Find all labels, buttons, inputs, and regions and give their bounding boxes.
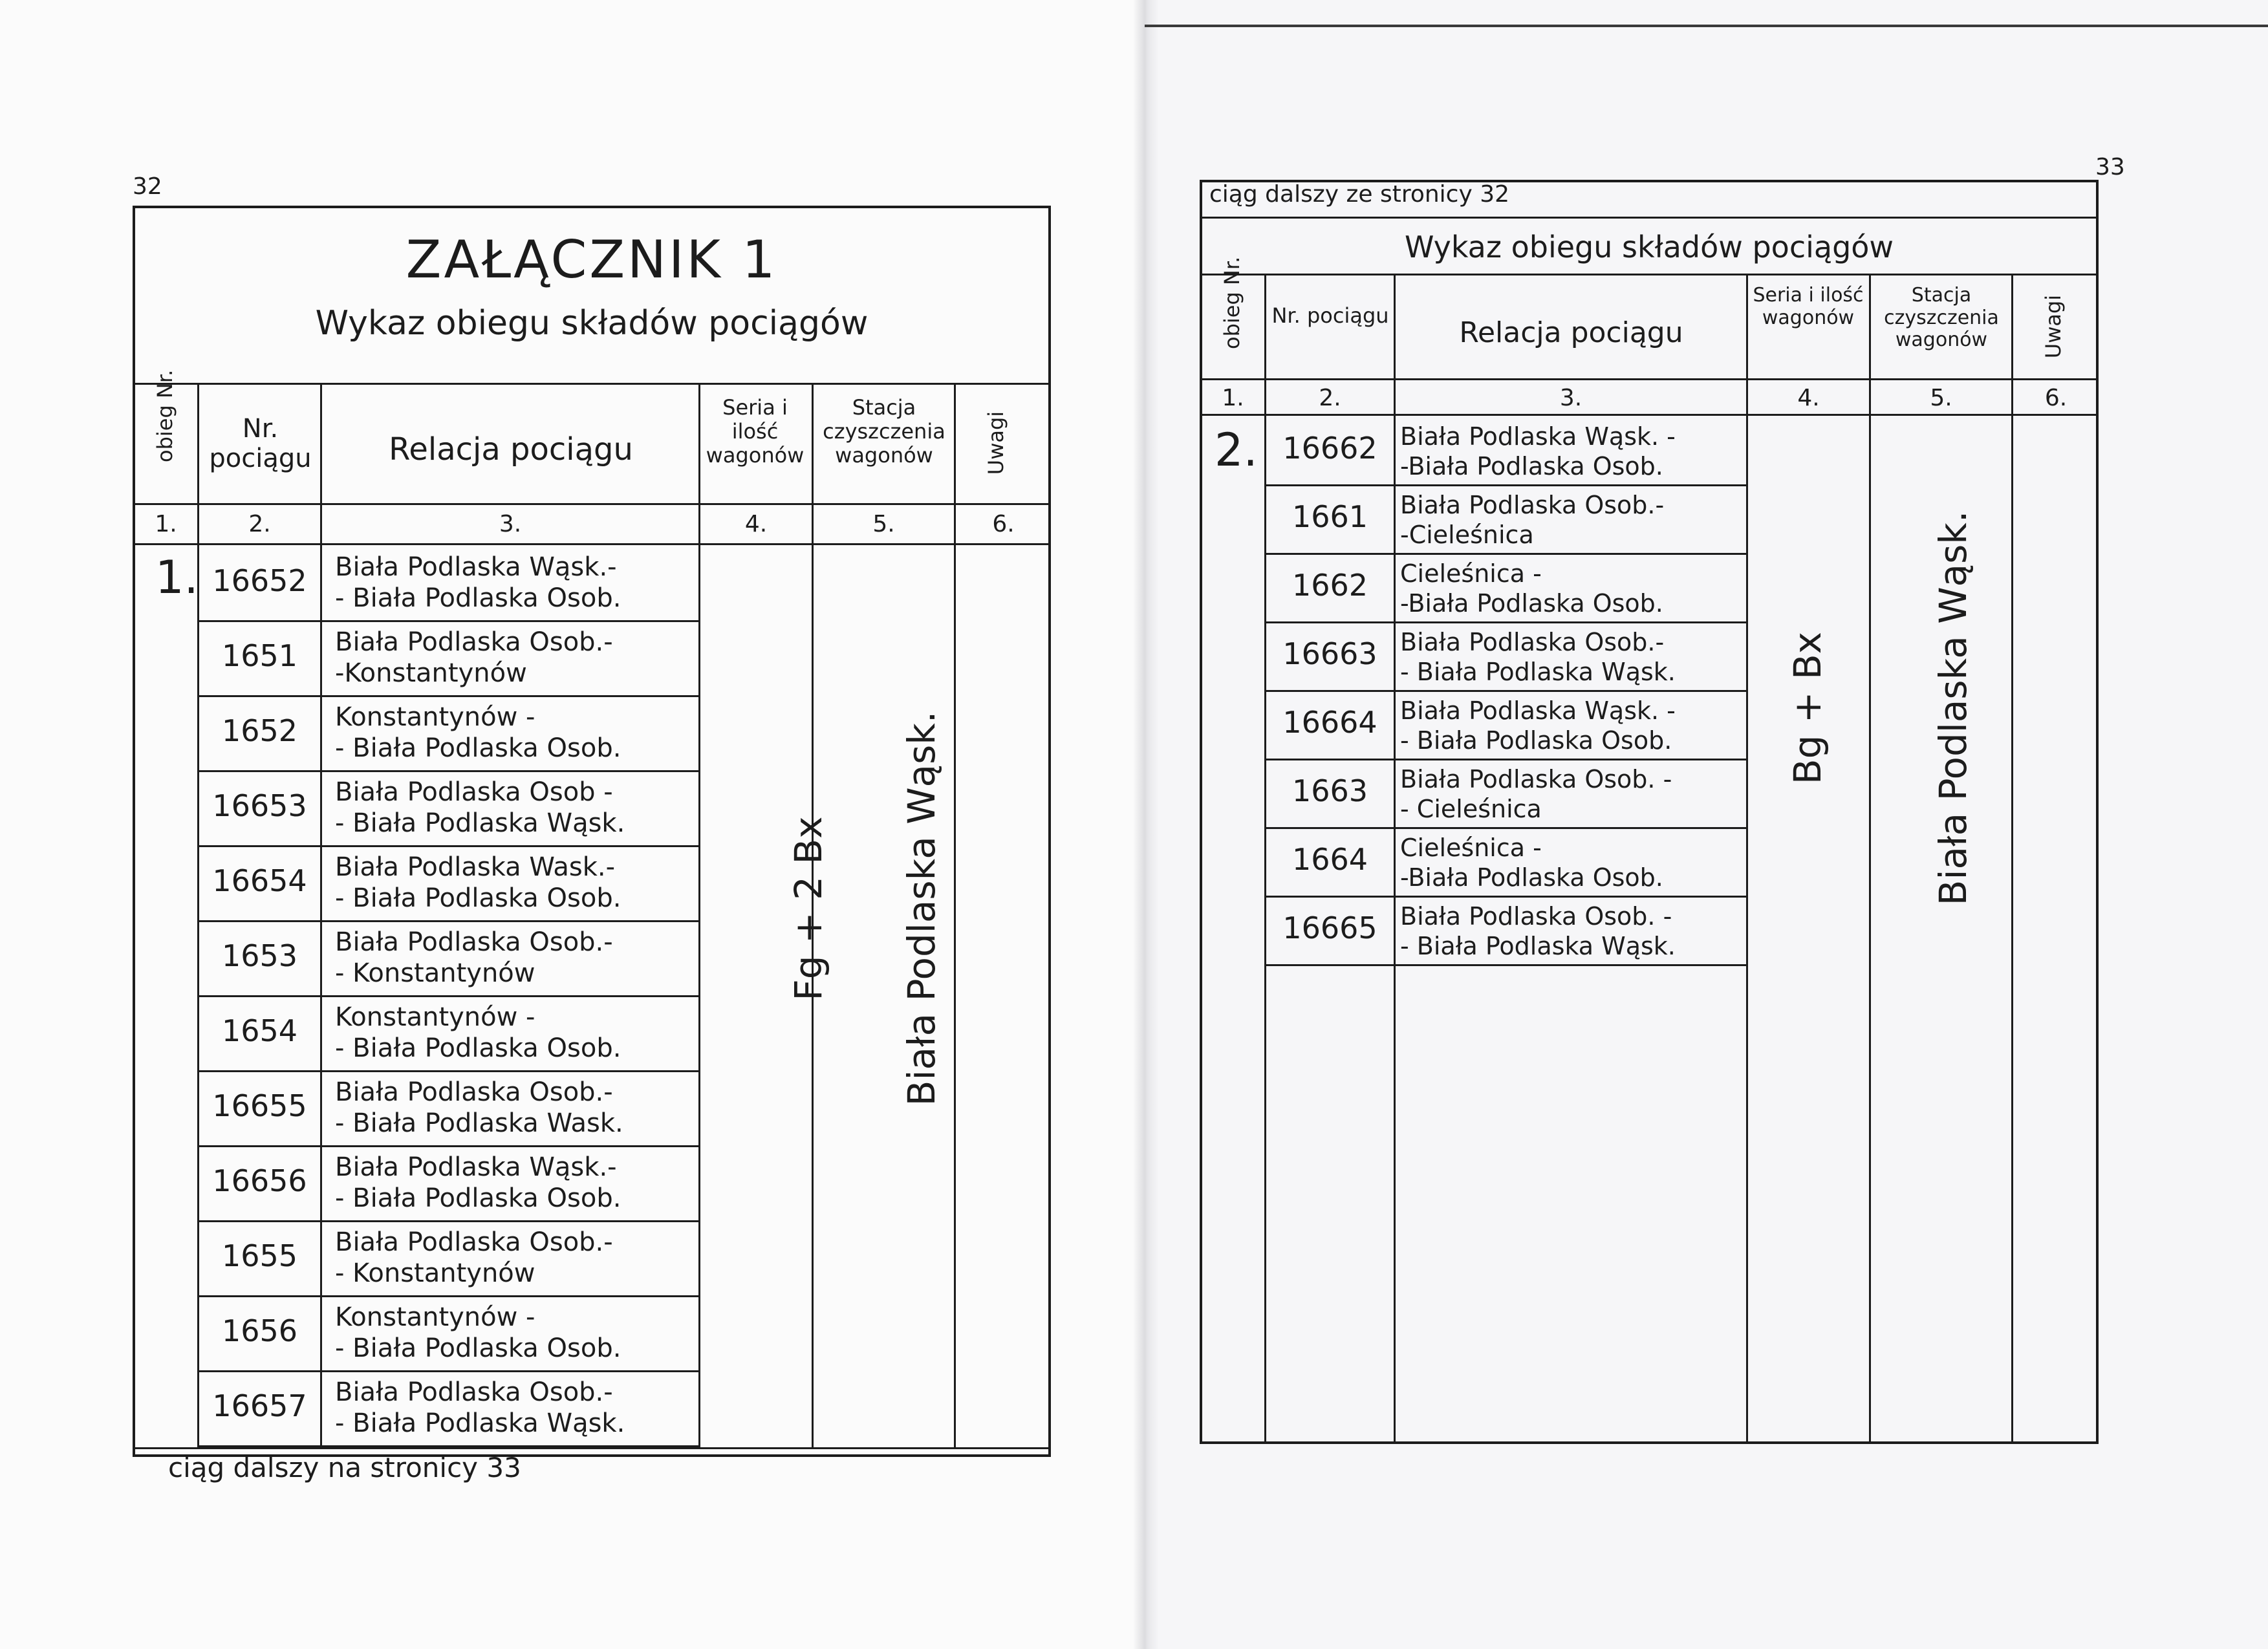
route-line: Biała Podlaska Osob.- (335, 1077, 613, 1107)
col-number: 1. (155, 511, 177, 537)
route-line: Biała Podlaska Osob. - (1400, 765, 1672, 793)
train-number: 16652 (212, 563, 307, 598)
train-route (335, 702, 621, 764)
train-number: 1652 (221, 713, 298, 748)
train-number: 1656 (221, 1313, 298, 1348)
train-number: 16663 (1282, 636, 1377, 671)
route-line: - Biała Podlaska Osob. (335, 583, 621, 613)
row-divider (197, 1370, 698, 1372)
train-number: 1664 (1291, 842, 1368, 877)
seria-value: Fg + 2 Bx (786, 816, 830, 1001)
train-route (335, 1077, 623, 1139)
route-line: - Biała Podlaska Wąsk. (1400, 931, 1676, 960)
train-route (1400, 834, 1663, 892)
route-line: Biała Podlaska Wąsk.- (335, 1152, 617, 1182)
row-divider (197, 1070, 698, 1072)
obieg-number: 1. (155, 551, 199, 604)
train-route (335, 1377, 625, 1439)
route-line: - Biała Podlaska Osob. (335, 1183, 621, 1213)
row-divider (197, 770, 698, 772)
row-divider (197, 845, 698, 847)
route-line: - Biała Podlaska Wąsk. (335, 808, 625, 838)
row-divider (197, 1445, 698, 1447)
row-divider (197, 1220, 698, 1222)
col-number: 1. (1222, 385, 1244, 411)
col-number: 6. (992, 511, 1015, 537)
col-divider (2011, 274, 2013, 1444)
page-number: 32 (133, 173, 162, 200)
header-uwagi: Uwagi (984, 411, 1008, 475)
page-title: ZAŁĄCZNIK 1 (405, 230, 778, 290)
route-line: Biała Podlaska Osob.- (335, 1377, 613, 1407)
route-line: Biała Podlaska Osob.- (1400, 491, 1665, 519)
train-route (1400, 696, 1676, 755)
row-divider (1264, 896, 1746, 898)
train-number: 16656 (212, 1163, 307, 1198)
train-route (1400, 422, 1676, 481)
row-divider (197, 620, 698, 622)
route-line: - Biała Podlaska Wąsk. (1400, 657, 1676, 686)
route-line: -Biała Podlaska Osob. (1400, 451, 1663, 480)
route-line: Biała Podlaska Wąsk.- (335, 552, 617, 582)
train-route (335, 552, 621, 614)
row-divider (1264, 553, 1746, 555)
train-number: 16662 (1282, 431, 1377, 466)
col-divider (1394, 274, 1396, 1444)
continued-from-note: ciąg dalszy ze stronicy 32 (1209, 181, 1510, 208)
col-number: 4. (1797, 385, 1820, 411)
train-number: 1653 (221, 938, 298, 973)
row-divider (1264, 964, 1746, 966)
train-route (335, 777, 625, 839)
train-number: 1655 (221, 1238, 298, 1273)
route-line: Biała Podlaska Wask.- (335, 852, 616, 882)
route-line: - Biała Podlaska Wąsk. (335, 1408, 625, 1438)
row-divider (197, 995, 698, 997)
train-route (335, 1152, 621, 1214)
row-divider (197, 1295, 698, 1297)
row-divider (1264, 827, 1746, 829)
train-number: 16653 (212, 788, 307, 823)
note-line (1200, 217, 2099, 219)
route-line: Konstantynów - (335, 702, 535, 732)
header-stacja: Stacja czyszczenia wagonów (823, 395, 945, 468)
train-route (1400, 559, 1663, 618)
train-number: 16665 (1282, 911, 1377, 945)
train-route (1400, 628, 1676, 687)
header-obieg (152, 424, 178, 462)
route-line: Biała Podlaska Osob.- (335, 1227, 613, 1257)
table-title: Wykaz obiegu składów pociągów (315, 304, 869, 343)
obieg-number: 2. (1215, 424, 1258, 477)
route-line: Biała Podlaska Osob. - (1400, 902, 1672, 931)
train-number: 16654 (212, 863, 307, 898)
route-line: Biała Podlaska Osob.- (335, 627, 613, 657)
header-bottom-line (1200, 378, 2099, 380)
header-seria: Seria i ilość wagonów (1753, 284, 1864, 329)
col-numbers-line (1200, 414, 2099, 416)
col-divider (197, 383, 199, 1447)
route-line: Biała Podlaska Wąsk. - (1400, 696, 1676, 725)
row-divider (1264, 484, 1746, 486)
row-divider (1264, 759, 1746, 760)
header-relacja: Relacja pociągu (389, 431, 633, 468)
route-line: - Cieleśnica (1400, 794, 1542, 823)
route-line: - Biała Podlaska Osob. (335, 733, 621, 763)
header-nr: Nr. pociągu (209, 414, 312, 473)
route-line: -Konstantynów (335, 658, 527, 688)
header-bottom-line (133, 503, 1051, 505)
train-route (335, 1302, 621, 1364)
header-top-line (133, 383, 1051, 385)
header-top-line (1200, 274, 2099, 275)
train-route (335, 1002, 621, 1064)
table-end-line (133, 1447, 1051, 1449)
route-line: - Biała Podlaska Osob. (335, 883, 621, 913)
book-fold (1133, 0, 1159, 1649)
col-number: 3. (1559, 385, 1582, 411)
route-line: - Biała Podlaska Osob. (335, 1333, 621, 1363)
route-line: -Biała Podlaska Osob. (1400, 588, 1663, 618)
train-number: 1663 (1291, 773, 1368, 808)
table-title: Wykaz obiegu składów pociągów (1404, 230, 1894, 264)
route-line: - Konstantynów (335, 958, 535, 988)
route-line: Biała Podlaska Osob - (335, 777, 613, 807)
train-number: 1662 (1291, 568, 1368, 603)
col-divider (954, 383, 956, 1447)
col-numbers-line (133, 543, 1051, 545)
train-route (335, 927, 613, 989)
train-route (1400, 765, 1672, 824)
train-route (335, 1227, 613, 1289)
col-divider (1869, 274, 1871, 1444)
train-number: 1651 (221, 638, 298, 673)
route-line: - Biała Podlaska Wask. (335, 1108, 623, 1138)
col-number: 5. (872, 511, 895, 537)
col-number: 2. (248, 511, 271, 537)
row-divider (1264, 621, 1746, 623)
col-number: 6. (2044, 385, 2068, 411)
train-route (1400, 902, 1676, 961)
train-number: 1654 (221, 1013, 298, 1048)
col-divider (320, 383, 322, 1447)
route-line: Konstantynów - (335, 1002, 535, 1032)
stacja-value: Biała Podlaska Wąsk. (900, 711, 944, 1106)
route-line: Cieleśnica - (1400, 559, 1542, 588)
route-line: Biała Podlaska Wąsk. - (1400, 422, 1676, 451)
col-number: 5. (1930, 385, 1952, 411)
header-nr: Nr. pociągu (1271, 303, 1389, 328)
route-line: Biała Podlaska Osob.- (335, 927, 613, 957)
col-divider (1746, 274, 1748, 1444)
train-number: 16655 (212, 1088, 307, 1123)
train-route (335, 627, 613, 689)
stacja-value: Biała Podlaska Wąsk. (1931, 510, 1975, 906)
header-obieg (1219, 304, 1245, 349)
train-number: 16657 (212, 1388, 307, 1423)
col-number: 2. (1319, 385, 1341, 411)
seria-value: Bg + Bx (1786, 631, 1830, 785)
continued-note: ciąg dalszy na stronicy 33 (168, 1452, 521, 1483)
route-line: Biała Podlaska Osob.- (1400, 628, 1665, 656)
route-line: Konstantynów - (335, 1302, 535, 1332)
row-divider (197, 695, 698, 697)
route-line: -Cieleśnica (1400, 520, 1534, 549)
train-number: 16664 (1282, 705, 1377, 740)
col-number: 4. (744, 511, 768, 537)
header-seria: Seria i ilość wagonów (706, 395, 805, 468)
scan-edge-line (1145, 25, 2268, 27)
route-line: - Konstantynów (335, 1258, 535, 1288)
train-route (1400, 491, 1664, 550)
header-stacja: Stacja czyszczenia wagonów (1884, 284, 1999, 351)
col-number: 3. (499, 511, 522, 537)
page-number: 33 (2095, 154, 2125, 180)
route-line: - Biała Podlaska Osob. (335, 1033, 621, 1063)
train-route (335, 852, 621, 914)
header-relacja: Relacja pociągu (1459, 316, 1683, 349)
row-divider (1264, 690, 1746, 692)
route-line: - Biała Podlaska Osob. (1400, 726, 1672, 755)
col-divider (698, 383, 700, 1447)
route-line: -Biała Podlaska Osob. (1400, 863, 1663, 892)
header-uwagi: Uwagi (2041, 294, 2066, 359)
route-line: Cieleśnica - (1400, 834, 1542, 862)
row-divider (197, 920, 698, 922)
row-divider (197, 1145, 698, 1147)
train-number: 1661 (1291, 499, 1368, 534)
